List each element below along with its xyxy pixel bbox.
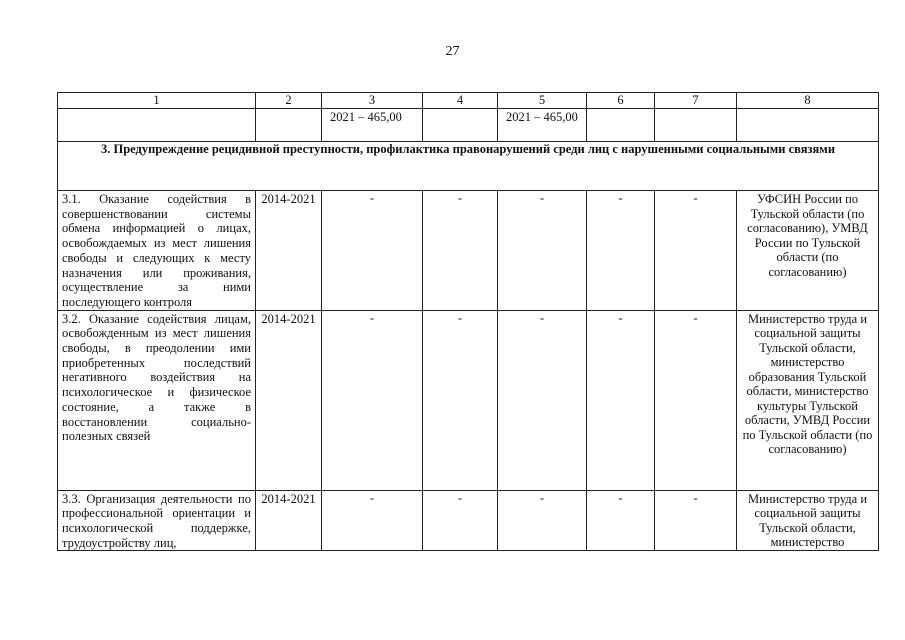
column-header-8: 8: [737, 93, 879, 109]
value-col3: -: [322, 490, 423, 551]
funding-continuation-row: [58, 109, 879, 142]
page-number: 27: [445, 44, 460, 59]
value-col7: -: [655, 310, 737, 490]
funding-cell-6: [587, 109, 655, 142]
funding-cell-7: [655, 109, 737, 142]
column-header-4: 4: [423, 93, 498, 109]
measure-executors: Министерство труда и социальной защиты Тульской области, министерство образования Тульской области, министерство культуры Тульской области, УМВД России по Тульской области (по согласованию): [737, 310, 879, 490]
funding-amount-col5: 2021 – 465,00: [498, 109, 587, 142]
column-header-3: 3: [322, 93, 423, 109]
column-number-row: [58, 93, 879, 109]
value-col4: -: [423, 191, 498, 311]
section-title: 3. Предупреждение рецидивной преступности, профилактика правонарушений среди лиц с нарушенными социальными связями: [58, 142, 879, 191]
funding-amount-col3: 2021 – 465,00: [322, 109, 423, 142]
measure-description: 3.2. Оказание содействия лицам, освобожденным из мест лишения свободы, в преодолении ими приобретенных последствий негативного воздействия на психологическое и физическое состояние, а также в восстановлении социально-полезных связей: [58, 310, 256, 490]
column-header-1: 1: [58, 93, 256, 109]
value-col6: -: [587, 490, 655, 551]
value-col7: -: [655, 191, 737, 311]
program-table: [57, 92, 879, 551]
funding-cell-8: [737, 109, 879, 142]
table-row: [58, 310, 879, 490]
value-col7: -: [655, 490, 737, 551]
value-col4: -: [423, 310, 498, 490]
measure-executors: Министерство труда и социальной защиты Тульской области, министерство: [737, 490, 879, 551]
column-header-5: 5: [498, 93, 587, 109]
column-header-7: 7: [655, 93, 737, 109]
value-col5: -: [498, 310, 587, 490]
value-col3: -: [322, 191, 423, 311]
measure-description: 3.1. Оказание содействия в совершенствовании системы обмена информацией о лицах, освобождаемых из мест лишения свободы и следующих к месту назначения или проживания, осуществление за ними последующего контроля: [58, 191, 256, 311]
funding-cell-2: [256, 109, 322, 142]
measure-description: 3.3. Организация деятельности по профессиональной ориентации и психологической поддержке, трудоустройству лиц,: [58, 490, 256, 551]
funding-cell-4: [423, 109, 498, 142]
funding-cell-1: [58, 109, 256, 142]
value-col6: -: [587, 191, 655, 311]
measure-executors: УФСИН России по Тульской области (по согласованию), УМВД России по Тульской области (по согласованию): [737, 191, 879, 311]
column-header-2: 2: [256, 93, 322, 109]
measure-period: 2014-2021: [256, 490, 322, 551]
value-col5: -: [498, 191, 587, 311]
measure-period: 2014-2021: [256, 310, 322, 490]
column-header-6: 6: [587, 93, 655, 109]
value-col4: -: [423, 490, 498, 551]
value-col5: -: [498, 490, 587, 551]
value-col3: -: [322, 310, 423, 490]
table-row: [58, 490, 879, 551]
section-row: [58, 142, 879, 191]
measure-period: 2014-2021: [256, 191, 322, 311]
table-row: [58, 191, 879, 311]
value-col6: -: [587, 310, 655, 490]
